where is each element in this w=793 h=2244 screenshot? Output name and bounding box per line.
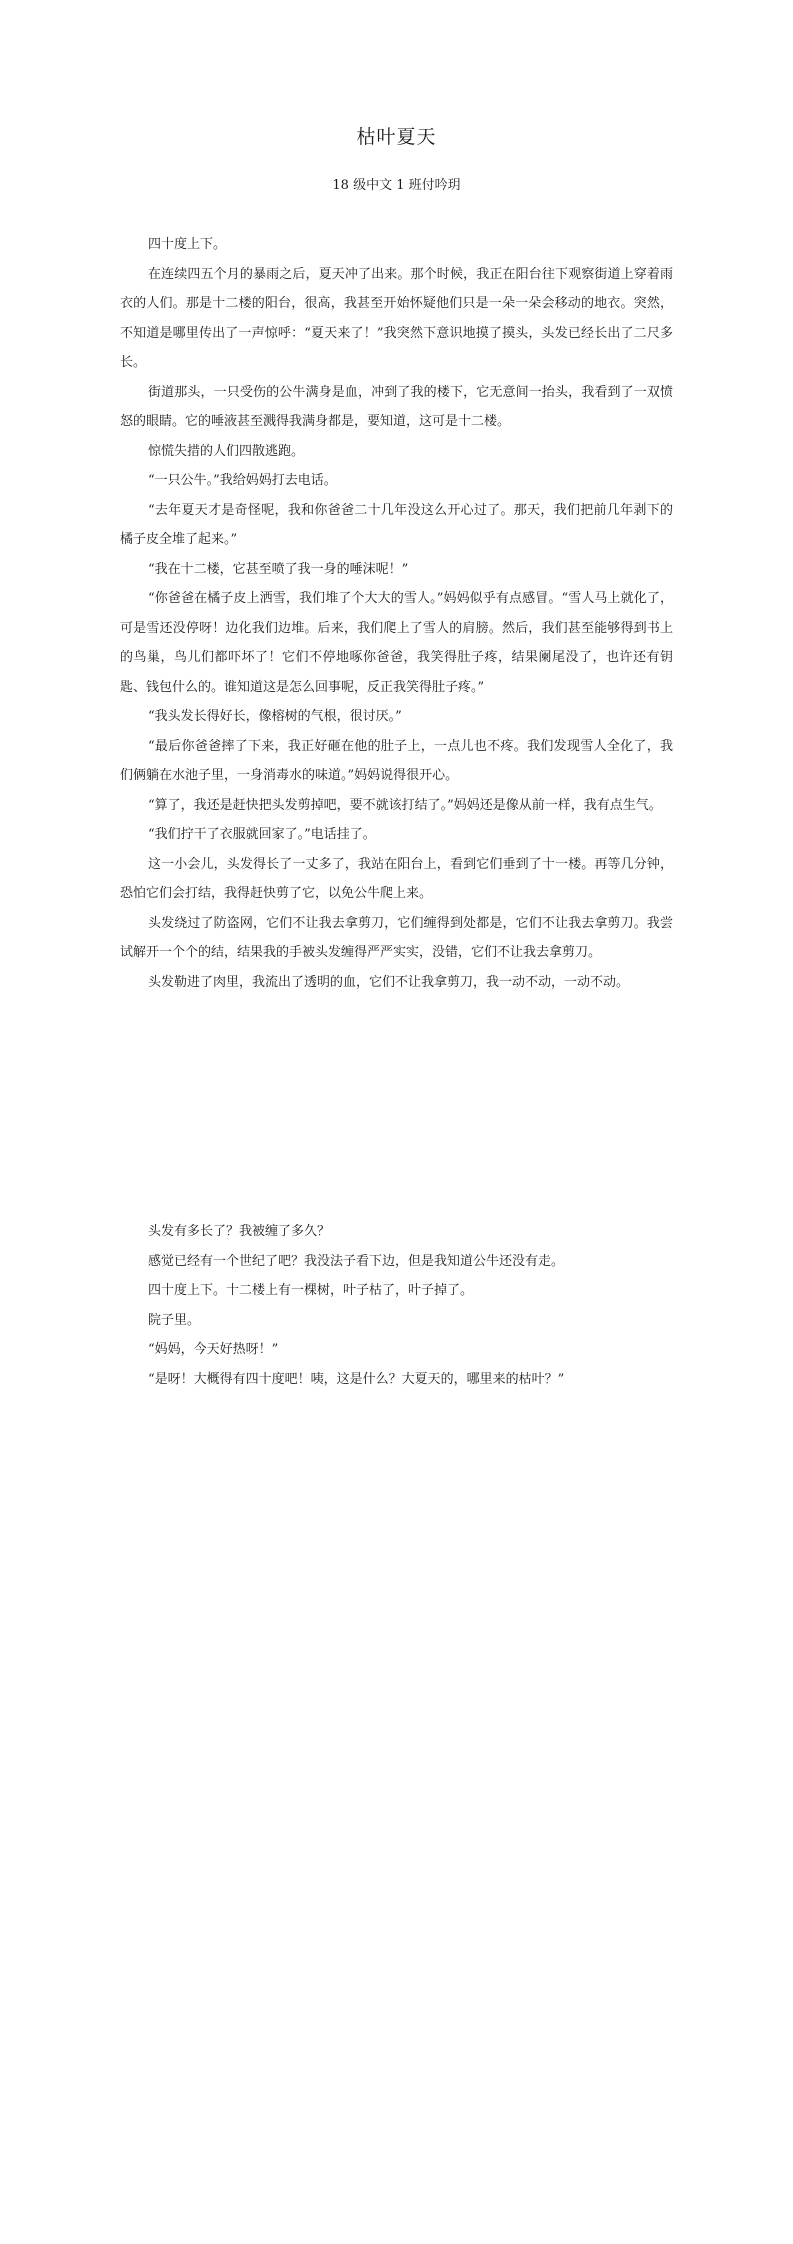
document-title: 枯叶夏天 <box>356 126 437 148</box>
story-body-part-2 <box>120 1217 673 1394</box>
paragraph: “一只公牛。”我给妈妈打去电话。 <box>148 473 337 488</box>
paragraph: “是呀！大概得有四十度吧！咦，这是什么？大夏天的，哪里来的枯叶？” <box>148 1371 565 1387</box>
paragraph: 头发有多长了？我被缠了多久？ <box>148 1224 331 1239</box>
paragraph: 院子里。 <box>148 1312 201 1328</box>
paragraph: “我在十二楼，它甚至喷了我一身的唾沫呢！” <box>148 561 409 577</box>
paragraph: 这一小会儿，头发得长了一丈多了，我站在阳台上，看到它们垂到了十一楼。再等几分钟，恐怕它们会打结，我得赶快剪了它，以免公牛爬上来。 <box>120 856 673 901</box>
paragraph: “我们拧干了衣服就回家了。”电话挂了。 <box>148 827 376 842</box>
paragraph: 头发勒进了肉里，我流出了透明的血，它们不让我拿剪刀，我一动不动，一动不动。 <box>148 974 630 990</box>
author-byline: 18 级中文 1 班付吟玥 <box>332 178 461 193</box>
paragraph: 在连续四五个月的暴雨之后，夏天冲了出来。那个时候，我正在阳台往下观察街道上穿着雨衣的人们。那是十二楼的阳台，很高，我甚至开始怀疑他们只是一朵一朵会移动的地衣。突然，不知道是哪里传出了一声惊呼：“夏天来了！”我突然下意识地摸了摸头，头发已经长出了二尺多长。 <box>120 266 673 370</box>
paragraph: 四十度上下。十二楼上有一棵树，叶子枯了，叶子掉了。 <box>148 1283 474 1298</box>
paragraph: 四十度上下。 <box>148 237 227 252</box>
paragraph: 街道那头，一只受伤的公牛满身是血，冲到了我的楼下，它无意间一抬头，我看到了一双愤怒的眼睛。它的唾液甚至溅得我满身都是，要知道，这可是十二楼。 <box>120 384 673 429</box>
paragraph: 感觉已经有一个世纪了吧？我没法子看下边，但是我知道公牛还没有走。 <box>148 1253 565 1269</box>
paragraph: “妈妈，今天好热呀！” <box>148 1342 279 1357</box>
paragraph: “最后你爸爸摔了下来，我正好砸在他的肚子上，一点儿也不疼。我们发现雪人全化了，我们俩躺在水池子里，一身消毒水的味道。”妈妈说得很开心。 <box>120 738 673 783</box>
story-body-part-1 <box>120 230 673 997</box>
paragraph: “算了，我还是赶快把头发剪掉吧，要不就该打结了。”妈妈还是像从前一样，我有点生气。 <box>148 797 662 813</box>
paragraph: 头发绕过了防盗网，它们不让我去拿剪刀，它们缠得到处都是，它们不让我去拿剪刀。我尝试解开一个个的结，结果我的手被头发缠得严严实实，没错，它们不让我去拿剪刀。 <box>120 915 673 960</box>
paragraph: “你爸爸在橘子皮上洒雪，我们堆了个大大的雪人。”妈妈似乎有点感冒。“雪人马上就化了，可是雪还没停呀！边化我们边堆。后来，我们爬上了雪人的肩膀。然后，我们甚至能够得到书上的鸟巢，鸟儿们都吓坏了！它们不停地啄你爸爸，我笑得肚子疼，结果阑尾没了，也许还有钥匙、钱包什么的。谁知道这是怎么回事呢，反正我笑得肚子疼。” <box>120 591 673 695</box>
paragraph: “我头发长得好长，像榕树的气根，很讨厌。” <box>148 709 402 724</box>
paragraph: 惊慌失措的人们四散逃跑。 <box>148 443 305 459</box>
paragraph: “去年夏天才是奇怪呢，我和你爸爸二十几年没这么开心过了。那天，我们把前几年剥下的橘子皮全堆了起来。” <box>120 502 673 547</box>
